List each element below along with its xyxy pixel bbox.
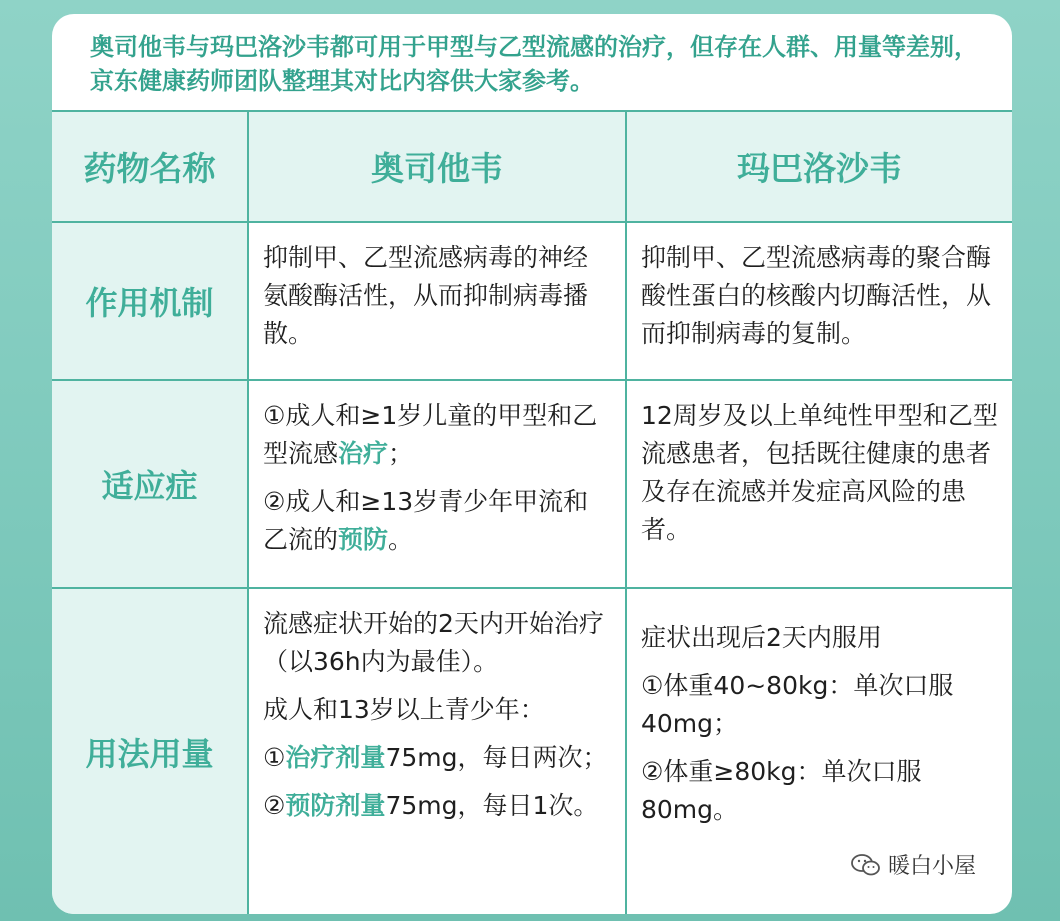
baloxavir-dose-1: ①体重40~80kg：单次口服40mg； [641,671,954,738]
header-oseltamivir: 奥司他韦 [248,112,626,222]
dosage-prevention-num: ② [263,791,286,820]
row-label-mechanism: 作用机制 [52,222,248,380]
dosage-treatment [263,739,611,777]
dosage-population: 成人和13岁以上青少年： [263,695,545,724]
dosage-prevention [263,787,611,825]
dosage-prevention-text: 75mg，每日1次。 [385,791,599,820]
indication-item-2-highlight: 预防 [338,525,389,554]
table-row-mechanism [52,222,1012,380]
dosage-timing: 流感症状开始的2天内开始治疗（以36h内为最佳）。 [263,609,604,676]
dosage-treatment-num: ① [263,743,286,772]
intro-text: 奥司他韦与玛巴洛沙韦都可用于甲型与乙型流感的治疗，但存在人群、用量等差别，京东健康药师团队整理其对比内容供大家参考。 [52,14,1012,112]
indication-item-1 [263,397,611,473]
wechat-icon [850,852,882,878]
indication-item-2-end: 。 [388,525,414,554]
indication-item-1-end: ； [388,439,414,468]
indication-item-2 [263,483,611,559]
indication-item-1-highlight: 治疗 [338,439,389,468]
cell-dosage-oseltamivir [248,588,626,914]
row-label-indication: 适应症 [52,380,248,588]
watermark-text: 暖白小屋 [887,854,976,879]
cell-mechanism-baloxavir: 抑制甲、乙型流感病毒的聚合酶酸性蛋白的核酸内切酶活性，从而抑制病毒的复制。 [626,222,1012,380]
table-row-indication [52,380,1012,588]
comparison-card [52,14,1012,914]
table-header-row [52,112,1012,222]
cell-indication-oseltamivir [248,380,626,588]
baloxavir-timing: 症状出现后2天内服用 [641,623,882,652]
watermark [850,849,976,880]
header-baloxavir: 玛巴洛沙韦 [626,112,1012,222]
comparison-table [52,112,1012,914]
indication-item-1-text: ①成人和≥1岁儿童的甲型和乙型流感 [263,401,598,468]
dosage-treatment-text: 75mg，每日两次； [385,743,608,772]
row-label-dosage: 用法用量 [52,588,248,914]
dosage-prevention-highlight: 预防剂量 [285,791,386,820]
cell-mechanism-oseltamivir: 抑制甲、乙型流感病毒的神经氨酸酶活性，从而抑制病毒播散。 [248,222,626,380]
baloxavir-dose-2: ②体重≥80kg：单次口服80mg。 [641,757,922,824]
dosage-treatment-highlight: 治疗剂量 [285,743,386,772]
cell-indication-baloxavir: 12周岁及以上单纯性甲型和乙型流感患者，包括既往健康的患者及存在流感并发症高风险的患者。 [626,380,1012,588]
header-drug-name: 药物名称 [52,112,248,222]
indication-item-2-text: ②成人和≥13岁青少年甲流和乙流的 [263,487,589,554]
